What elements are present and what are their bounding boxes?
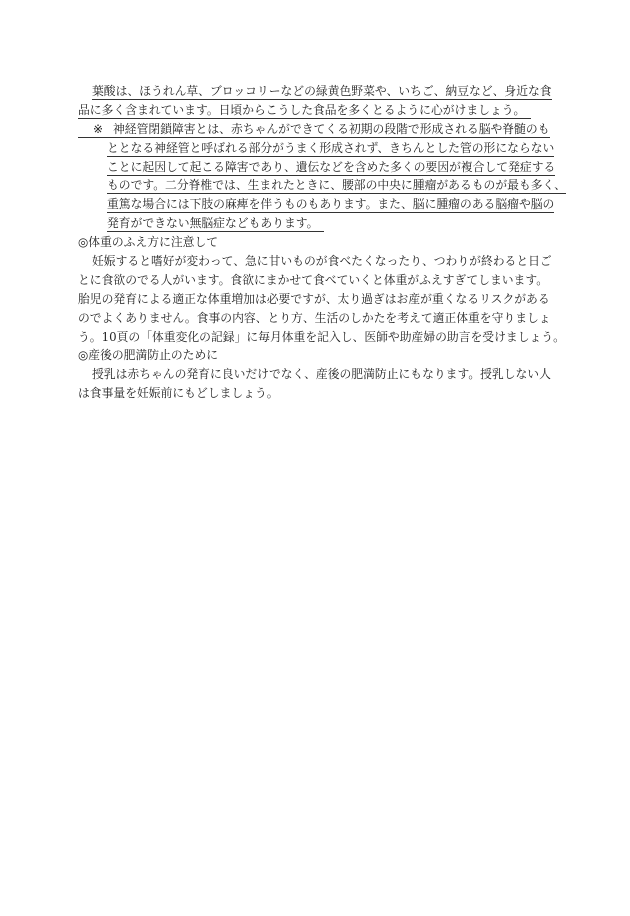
folate-line <box>78 101 568 120</box>
note-line <box>78 120 568 139</box>
weight-line: う。10頁の「体重変化の記録」に毎月体重を記入し、医師や助産婦の助言を受けましょう。 <box>78 329 565 344</box>
note-line-text: ととなる神経管と呼ばれる部分がうまく形成されず、きちんとした管の形にならない <box>107 140 555 155</box>
weight-line: 妊娠すると嗜好が変わって、急に甘いものが食べたくなったり、つわりが終わると日ご <box>92 254 552 269</box>
note-line-text: ことに起因して起こる障害であり、遺伝などを含めた多くの要因が複合して発症する <box>107 159 556 174</box>
section-heading-postpartum: ◎産後の肥満防止のために <box>78 348 219 363</box>
note-line-text: 神経管閉鎖障害とは、赤ちゃんができてくる初期の段階で形成される脳や脊髄のも <box>113 121 550 136</box>
postpartum-line: は食事量を妊娠前にもどしましょう。 <box>78 386 279 401</box>
postpartum-line: 授乳は赤ちゃんの発育に良いだけでなく、産後の肥満防止にもなります。授乳しない人 <box>92 367 551 382</box>
note-line-text: 発育ができない無脳症などもあります。 <box>107 216 324 232</box>
weight-line: 胎児の発育による適正な体重増加は必要ですが、太り過ぎはお産が重くなるリスクがある <box>78 291 550 306</box>
note-line <box>78 139 568 158</box>
note-line-text: ものです。二分脊椎では、生まれたときに、腰部の中央に腫瘤があるものが最も多く、 <box>107 178 566 193</box>
note-line <box>78 158 568 177</box>
note-line <box>78 195 568 214</box>
folate-line-text: 葉酸は、ほうれん草、ブロッコリーなどの緑黄色野菜や、いちご、納豆など、身近な食 <box>92 84 552 98</box>
note-line <box>78 176 568 195</box>
folate-line <box>78 82 568 101</box>
section-heading-weight: ◎体重のふえ方に注意して <box>78 235 219 250</box>
body-text <box>78 82 568 403</box>
note-first-line <box>78 122 550 138</box>
note-line <box>78 214 568 233</box>
weight-line: とに食欲のでる人がいます。食欲にまかせて食べていくと体重がふえすぎてしまいます。 <box>78 272 548 287</box>
weight-line: のでよくありません。食事の内容、とり方、生活のしかたを考えて適正体重を守りましょ <box>78 310 551 325</box>
note-line-text: 重篤な場合には下肢の麻痺を伴うものもあります。また、脳に腫瘤のある脳瘤や脳の <box>107 197 555 212</box>
folate-line-text: 品に多く含まれています。日頃からこうした食品を多くとるように心がけましょう。 <box>78 103 531 119</box>
note-marker: ※ <box>93 121 103 136</box>
